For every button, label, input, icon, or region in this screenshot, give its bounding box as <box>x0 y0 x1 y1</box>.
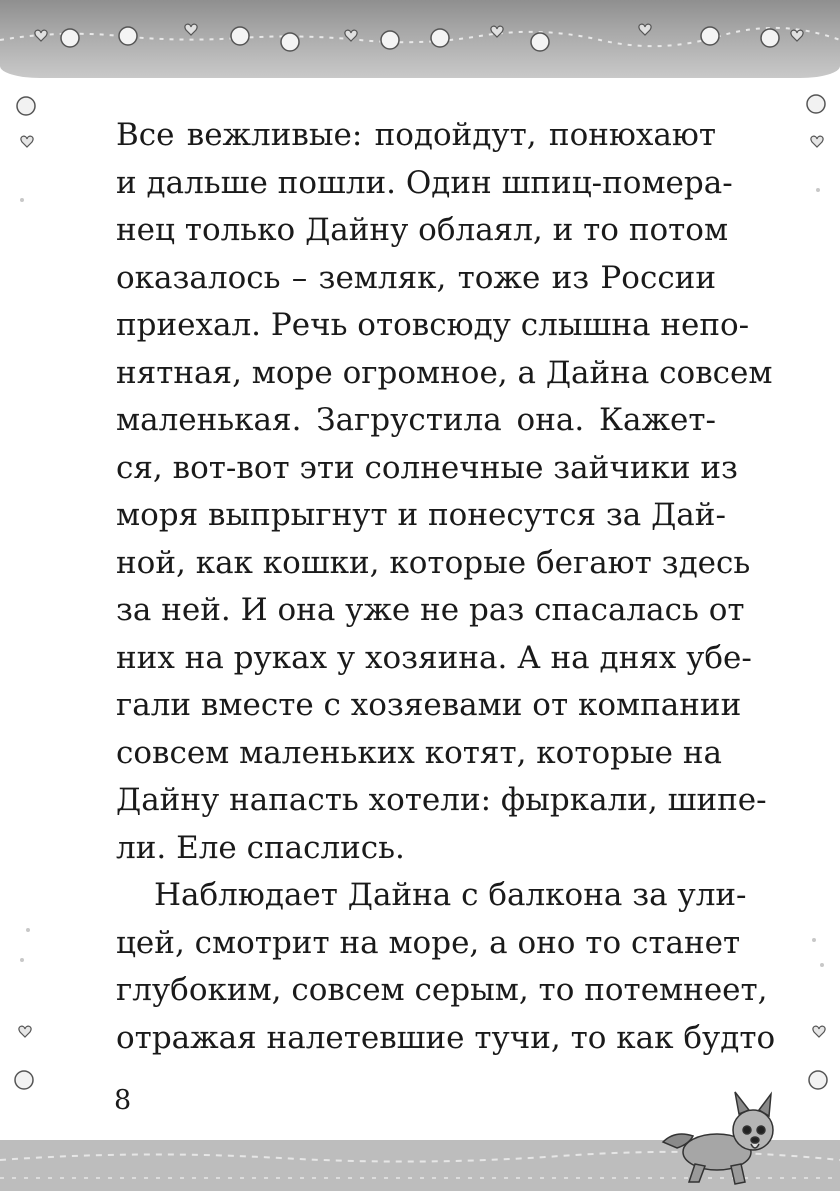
christmas-ornament-icon <box>15 97 35 1089</box>
text-line: совсем маленьких котят, которые на <box>116 734 723 771</box>
text-line: нятная, море огромное, а Дайна совсем <box>116 354 773 391</box>
text-line: них на руках у хозяина. А на днях убе- <box>116 639 752 676</box>
text-line: маленькая. Загрустила она. Кажет- <box>116 402 716 438</box>
text-line: отражая налетевшие тучи, то как будто <box>116 1019 776 1056</box>
text-line: Дайну напасть хотели: фыркали, шипе- <box>116 782 767 818</box>
top-decorative-border <box>0 0 840 78</box>
text-line: моря выпрыгнут и понесутся за Дай- <box>116 497 726 533</box>
text-line: и дальше пошли. Один шпиц-помера- <box>116 164 733 201</box>
christmas-ornament-icon <box>807 95 827 1089</box>
text-line: нец только Дайну облаял, и то потом <box>116 212 729 248</box>
paragraph-1 <box>116 112 773 872</box>
garland-icon <box>0 0 840 80</box>
page-number: 8 <box>114 1085 132 1116</box>
heart-icon <box>811 136 825 1037</box>
text-line: ся, вот-вот эти солнечные зайчики из <box>116 449 738 486</box>
text-line: цей, смотрит на море, а оно то станет <box>116 924 741 961</box>
text-line: ной, как кошки, которые бегают здесь <box>116 544 751 581</box>
text-line: глубоким, совсем серым, то потемнеет, <box>116 972 768 1008</box>
paragraph-2 <box>116 872 776 1062</box>
text-line: ли. Еле спаслись. <box>116 829 405 866</box>
left-decorative-border <box>0 80 40 1110</box>
page-body-text <box>116 112 776 1062</box>
text-line: оказалось – земляк, тоже из России <box>116 259 716 296</box>
text-line: Все вежливые: подойдут, понюхают <box>116 117 716 153</box>
dog-illustration <box>655 1090 790 1190</box>
text-line: Наблюдает Дайна с балкона за ули- <box>154 877 747 913</box>
text-line: приехал. Речь отовсюду слышна непо- <box>116 307 750 343</box>
text-line: гали вместе с хозяевами от компании <box>116 687 742 723</box>
text-line: за ней. И она уже не раз спасалась от <box>116 592 745 628</box>
right-decorative-border <box>800 80 840 1110</box>
heart-icon <box>19 136 33 1037</box>
